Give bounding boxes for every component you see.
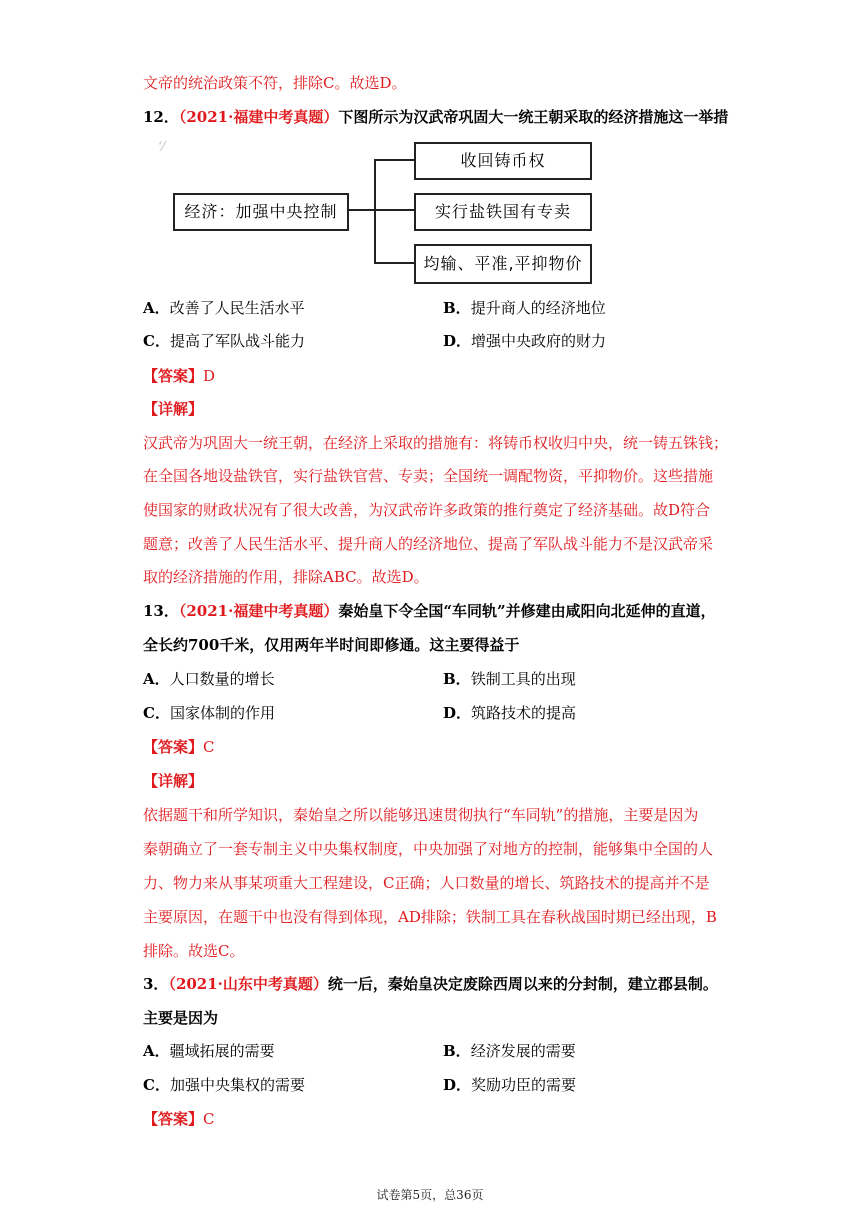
q13-option-b[interactable]: B．铁制工具的出现 — [443, 670, 576, 688]
page-footer: 试卷第5页，总36页 — [376, 1188, 484, 1202]
q12-source: （2021·福建中考真题） — [178, 108, 339, 126]
q12-detail-line: 汉武帝为巩固大一统王朝，在经济上采取的措施有：将铸币权收归中央，统一铸五铢钱； — [143, 434, 729, 452]
diagram-connector — [347, 209, 375, 211]
q12-number: 12． — [143, 108, 179, 126]
q12-option-a[interactable]: A．改善了人民生活水平 — [143, 299, 305, 317]
q13-detail-line: 力、物力来从事某项重大工程建设，C正确；人口数量的增长、筑路技术的提高并不是 — [143, 874, 710, 892]
q3-answer: 【答案】C — [143, 1110, 215, 1128]
diagram-branch-1 — [374, 159, 414, 161]
q13-detail-label: 【详解】 — [143, 772, 204, 790]
q13-number: 13． — [143, 602, 179, 620]
q13-option-d[interactable]: D．筑路技术的提高 — [443, 704, 577, 722]
q13-option-a[interactable]: A．人口数量的增长 — [143, 670, 275, 688]
q12-diagram — [150, 138, 600, 288]
q12-detail-line: 使国家的财政状况有了很大改善，为汉武帝许多政策的推行奠定了经济基础。故D符合 — [143, 501, 711, 519]
diagram-branch-2 — [374, 209, 414, 211]
diagram-spine — [374, 159, 376, 263]
diagram-item-box: 收回铸币权 — [414, 142, 592, 180]
q3-number: 3． — [143, 975, 169, 993]
q12-detail-line: 题意；改善了人民生活水平、提升商人的经济地位、提高了军队战斗能力不是汉武帝采 — [143, 535, 714, 553]
q3-option-b[interactable]: B．经济发展的需要 — [443, 1042, 576, 1060]
q13-stem-line-1: 13．（2021·福建中考真题）秦始皇下令全国“车同轨”并修建由咸阳向北延伸的直道， — [143, 602, 716, 620]
q13-detail-line: 排除。故选C。 — [143, 942, 245, 960]
q12-stem — [143, 107, 728, 127]
q3-stem-line-2: 主要是因为 — [143, 1009, 219, 1027]
q12-detail-line: 取的经济措施的作用，排除ABC。故选D。 — [143, 568, 429, 586]
q3-option-c[interactable]: C．加强中央集权的需要 — [143, 1076, 305, 1094]
diagram-item-box: 均输、平准,平抑物价 — [414, 244, 592, 284]
q13-answer: 【答案】C — [143, 738, 215, 756]
q13-source: （2021·福建中考真题） — [178, 602, 339, 620]
q12-option-c[interactable]: C．提高了军队战斗能力 — [143, 332, 305, 350]
q3-option-d[interactable]: D．奖励功臣的需要 — [443, 1076, 577, 1094]
q12-detail-label: 【详解】 — [143, 400, 204, 418]
diagram-item-box: 实行盐铁国有专卖 — [414, 193, 592, 231]
q13-detail-line: 主要原因，在题干中也没有得到体现，AD排除；铁制工具在春秋战国时期已经出现，B — [143, 908, 717, 926]
q12-text: 下图所示为汉武帝巩固大一统王朝采取的经济措施这一举措 — [338, 108, 729, 126]
q13-detail-line: 秦朝确立了一套专制主义中央集权制度，中央加强了对地方的控制，能够集中全国的人 — [143, 840, 714, 858]
q12-option-b[interactable]: B．提升商人的经济地位 — [443, 299, 606, 317]
q13-detail-line: 依据题干和所学知识，秦始皇之所以能够迅速贯彻执行“车同轨”的措施，主要是因为 — [143, 806, 699, 824]
q12-detail-line: 在全国各地设盐铁官，实行盐铁官营、专卖；全国统一调配物资，平抑物价。这些措施 — [143, 467, 714, 485]
scan-artifact-mark: ʻ⁄ — [158, 140, 165, 155]
diagram-branch-3 — [374, 262, 414, 264]
q3-option-a[interactable]: A．疆域拓展的需要 — [143, 1042, 275, 1060]
q13-stem-line-2: 全长约700千米，仅用两年半时间即修通。这主要得益于 — [143, 636, 520, 654]
q13-option-c[interactable]: C．国家体制的作用 — [143, 704, 275, 722]
previous-detail-tail: 文帝的统治政策不符，排除C。故选D。 — [143, 74, 407, 92]
diagram-main-box: 经济：加强中央控制 — [173, 193, 349, 231]
q12-answer: 【答案】D — [143, 367, 216, 385]
q3-stem-line-1: 3．（2021·山东中考真题）统一后，秦始皇决定废除西周以来的分封制，建立郡县制。 — [143, 975, 718, 993]
q3-source: （2021·山东中考真题） — [168, 975, 328, 993]
q12-option-d[interactable]: D．增强中央政府的财力 — [443, 332, 607, 350]
